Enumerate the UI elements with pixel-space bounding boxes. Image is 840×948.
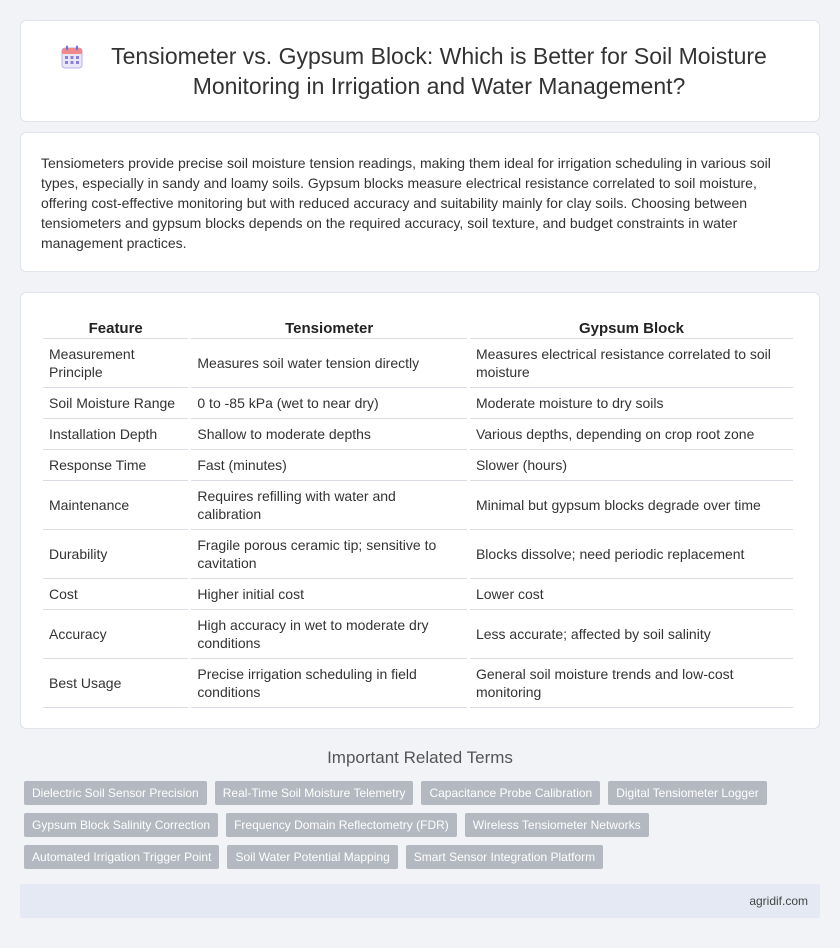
feature-cell: Installation Depth <box>43 419 188 450</box>
footer <box>20 884 820 918</box>
header-feature: Feature <box>43 315 188 339</box>
related-term-tag[interactable]: Digital Tensiometer Logger <box>608 781 767 805</box>
table-row <box>43 579 793 610</box>
related-term-tag[interactable]: Gypsum Block Salinity Correction <box>24 813 218 837</box>
related-term-tag[interactable]: Wireless Tensiometer Networks <box>465 813 649 837</box>
tensiometer-cell: Shallow to moderate depths <box>191 419 467 450</box>
table-row <box>43 339 793 388</box>
feature-cell: Measurement Principle <box>43 339 188 388</box>
tensiometer-cell: 0 to -85 kPa (wet to near dry) <box>191 388 467 419</box>
tensiometer-cell: Fast (minutes) <box>191 450 467 481</box>
feature-cell: Cost <box>43 579 188 610</box>
tensiometer-cell: Higher initial cost <box>191 579 467 610</box>
table-row <box>43 419 793 450</box>
table-row <box>43 610 793 659</box>
tensiometer-cell: High accuracy in wet to moderate dry conditions <box>191 610 467 659</box>
page-title: Tensiometer vs. Gypsum Block: Which is Better for Soil Moisture Monitoring in Irrigation and Water Management? <box>111 43 767 99</box>
related-term-tag[interactable]: Dielectric Soil Sensor Precision <box>24 781 207 805</box>
table-row <box>43 481 793 530</box>
table-row <box>43 450 793 481</box>
table-row <box>43 530 793 579</box>
related-term-tag[interactable]: Frequency Domain Reflectometry (FDR) <box>226 813 457 837</box>
feature-cell: Accuracy <box>43 610 188 659</box>
site-link[interactable]: agridif.com <box>749 894 808 908</box>
tensiometer-cell: Requires refilling with water and calibration <box>191 481 467 530</box>
gypsum-cell: Various depths, depending on crop root zone <box>470 419 793 450</box>
summary-text: Tensiometers provide precise soil moisture tension readings, making them ideal for irrigation scheduling in various soil types, especially in sandy and loamy soils. Gypsum blocks measure electrical resistance correlated to soil moisture, offering cost-effective monitoring but with reduced accuracy and suitability mainly for clay soils. Choosing between tensiometers and gypsum blocks depends on the required accuracy, soil texture, and budget constraints in water management practices. <box>41 155 771 251</box>
gypsum-cell: Less accurate; affected by soil salinity <box>470 610 793 659</box>
related-term-tag[interactable]: Soil Water Potential Mapping <box>227 845 397 869</box>
summary-card <box>20 132 820 272</box>
gypsum-cell: Lower cost <box>470 579 793 610</box>
tensiometer-cell: Fragile porous ceramic tip; sensitive to cavitation <box>191 530 467 579</box>
feature-cell: Maintenance <box>43 481 188 530</box>
related-term-tag[interactable]: Real-Time Soil Moisture Telemetry <box>215 781 414 805</box>
feature-cell: Soil Moisture Range <box>43 388 188 419</box>
table-row <box>43 659 793 708</box>
table-row <box>43 388 793 419</box>
related-terms-heading: Important Related Terms <box>327 748 513 767</box>
gypsum-cell: Blocks dissolve; need periodic replacement <box>470 530 793 579</box>
gypsum-cell: General soil moisture trends and low-cost monitoring <box>470 659 793 708</box>
feature-cell: Durability <box>43 530 188 579</box>
tensiometer-cell: Precise irrigation scheduling in field conditions <box>191 659 467 708</box>
related-term-tag[interactable]: Automated Irrigation Trigger Point <box>24 845 219 869</box>
calendar-icon <box>61 45 83 69</box>
comparison-table <box>40 315 796 708</box>
tensiometer-cell: Measures soil water tension directly <box>191 339 467 388</box>
gypsum-cell: Minimal but gypsum blocks degrade over time <box>470 481 793 530</box>
related-term-tag[interactable]: Smart Sensor Integration Platform <box>406 845 603 869</box>
header-tensiometer: Tensiometer <box>191 315 467 339</box>
feature-cell: Best Usage <box>43 659 188 708</box>
related-terms-list <box>24 781 824 869</box>
comparison-table-card <box>20 292 820 729</box>
related-term-tag[interactable]: Capacitance Probe Calibration <box>421 781 600 805</box>
feature-cell: Response Time <box>43 450 188 481</box>
gypsum-cell: Measures electrical resistance correlated to soil moisture <box>470 339 793 388</box>
title-card <box>20 20 820 122</box>
gypsum-cell: Moderate moisture to dry soils <box>470 388 793 419</box>
table-header-row <box>43 315 793 339</box>
header-gypsum-block: Gypsum Block <box>470 315 793 339</box>
gypsum-cell: Slower (hours) <box>470 450 793 481</box>
